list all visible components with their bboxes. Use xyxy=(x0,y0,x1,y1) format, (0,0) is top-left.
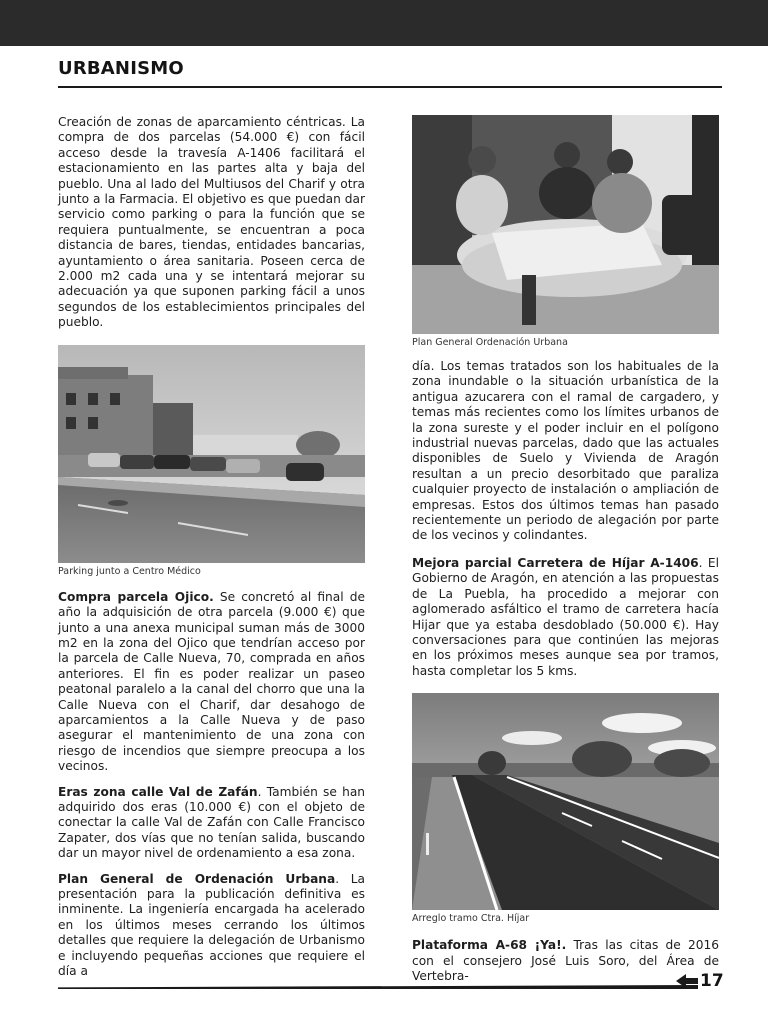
paragraph-ojico xyxy=(58,590,365,775)
heading-ojico: Compra parcela Ojico. xyxy=(58,589,214,604)
text-eras: . También se han adquirido dos eras (10.000 €) con el objeto de conectar la calle Val de Zafán con Calle Francisco Zapater, dos vías que no tenían salida, buscando dar un mayor nivel de ordenamiento a esa zona. xyxy=(58,784,366,861)
page-number: 17 xyxy=(700,971,724,991)
intro-paragraph: Creación de zonas de aparcamiento céntricas. La compra de dos parcelas (54.000 €) con fácil acceso desde la travesía A-1406 facilitará el estacionamiento en las partes alta y baja del pueblo. Una al lado del Multiusos del Charif y otra junto a la Farmacia. El objetivo es que puedan dar servicio como parking o para la función que se requiera puntualmente, se encuentran a poca distancia de bares, tiendas, entidades bancarias, ayuntamiento o área sanitaria. Poseen cerca de 2.000 m2 cada una y se intentará mejorar su adecuación ya que suponen parking fácil a unos segundos de los establecimientos principales del pueblo. xyxy=(58,115,365,330)
text-a68: Tras las citas de 2016 con el consejero José Luis Soro, del Área de Vertebra- xyxy=(412,938,719,983)
page-marker-icon xyxy=(676,974,698,988)
footer-rule xyxy=(58,985,698,989)
photo-parking-caption: Parking junto a Centro Médico xyxy=(58,565,201,577)
section-title: URBANISMO xyxy=(58,58,184,79)
left-column xyxy=(58,115,365,979)
photo-parking xyxy=(58,345,365,563)
paragraph-road xyxy=(412,556,719,679)
heading-plan: Plan General de Ordenación Urbana xyxy=(58,871,336,886)
text-plan: . La presentación para la publicación definitiva es inminente. La ingeniería encargada ha acelerado en los últimos meses cerrando los últimos detalles que requiere la delegación de Urbanismo e incluyendo pequeñas acciones que requiere el día a xyxy=(58,871,365,979)
heading-road: Mejora parcial Carretera de Híjar A-1406 xyxy=(412,555,699,570)
paragraph-plan-continuation: día. Los temas tratados son los habituales de la zona inundable o la situación urbanística de la antigua azucarera con el ramal de cargadero, y temas más recientes como los límites urbanos de la zona sureste y el poder incluir en el polígono industrial nuevas parcelas, dado que las actuales disponibles de Suelo y Vivienda de Aragón resultan a un precio desorbitado que paraliza cualquier proyecto de instalación o ampliación de empresas. Estos dos últimos temas han pasado recientemente un periodo de alegación por parte de los vecinos y colindantes. xyxy=(412,359,719,543)
photo-road xyxy=(412,693,719,910)
photo-meeting xyxy=(412,115,719,334)
text-road: . El Gobierno de Aragón, en atención a las propuestas de La Puebla, ha procedido a mejorar con aglomerado asfáltico el tramo de carretera hacía Hijar que ya estaba desdoblado (50.000 €). Hay conversaciones para que continúen las mejoras en los próximos meses aunque sea por tramos, hasta completar los 5 kms. xyxy=(412,555,719,678)
heading-eras: Eras zona calle Val de Zafán xyxy=(58,784,258,799)
title-rule xyxy=(58,86,722,88)
top-dark-band xyxy=(0,0,768,46)
paragraph-eras xyxy=(58,785,365,862)
photo-meeting-caption: Plan General Ordenación Urbana xyxy=(412,337,568,348)
photo-road-caption: Arreglo tramo Ctra. Híjar xyxy=(412,913,530,925)
text-ojico: Se concretó al final de año la adquisición de otra parcela (9.000 €) que junto a una anexa municipal suman más de 3000 m2 en la zona del Ojico que tendrían acceso por la parcela de Calle Nueva, 70, comprada en años anteriores. El fin es poder realizar un paseo peatonal paralelo a la canal del chorro que una la Calle Nueva con el Charif, dar desahogo de aparcamientos a la Calle Nueva y de paso asegurar el mantenimiento de una zona con riesgo de incendios que siempre preocupa a los vecinos. xyxy=(58,589,365,774)
right-column xyxy=(412,115,719,984)
paragraph-plan xyxy=(58,872,365,980)
paragraph-a68 xyxy=(412,938,719,984)
heading-a68: Plataforma A-68 ¡Ya!. xyxy=(412,938,567,953)
